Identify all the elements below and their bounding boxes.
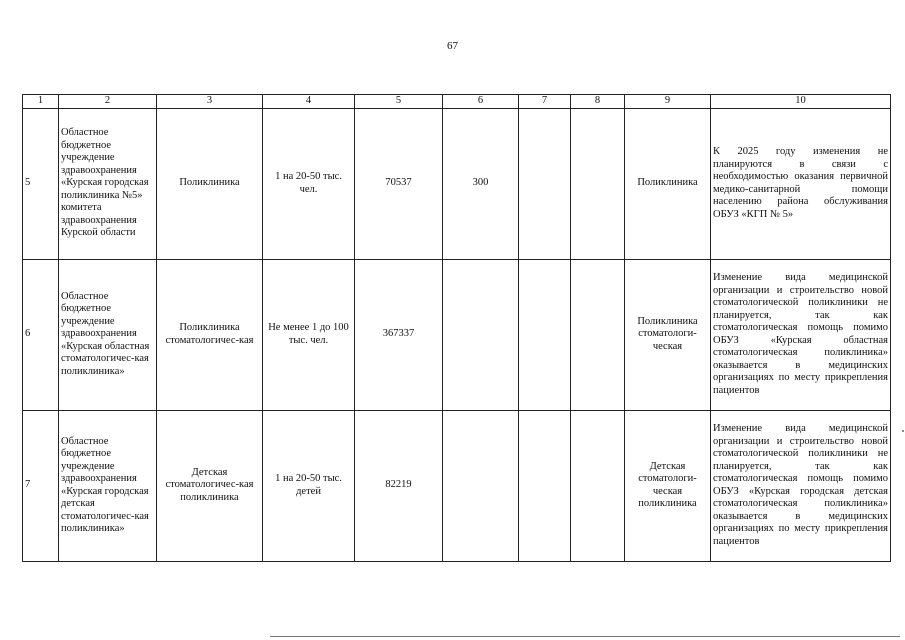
row-number: 5: [23, 108, 59, 259]
table-row: [23, 259, 891, 410]
facility-type: Детская стоматологичес-кая поликлиника: [157, 410, 263, 561]
col7-value: [519, 259, 571, 410]
facility-type: Поликлиника стоматологичес-кая: [157, 259, 263, 410]
planned-type: Детская стоматологи-ческая поликлиника: [625, 410, 711, 561]
page-number: 67: [447, 40, 458, 52]
facility-type: Поликлиника: [157, 108, 263, 259]
header-col-2: 2: [59, 95, 157, 109]
header-col-7: 7: [519, 95, 571, 109]
population-value: 367337: [355, 259, 443, 410]
col8-value: [571, 410, 625, 561]
header-col-3: 3: [157, 95, 263, 109]
header-row: [23, 95, 891, 109]
header-col-5: 5: [355, 95, 443, 109]
note-text: К 2025 году изменения не планируются в связи с необходимостью оказания первичной медико-санитарной помощи населению района обслуживания ОБУЗ «КГП № 5»: [711, 108, 891, 259]
header-col-4: 4: [263, 95, 355, 109]
header-col-10: 10: [711, 95, 891, 109]
planned-type: Поликлиника стоматологи-ческая: [625, 259, 711, 410]
col8-value: [571, 108, 625, 259]
col7-value: [519, 108, 571, 259]
population-value: 70537: [355, 108, 443, 259]
footer-divider: [270, 636, 900, 637]
service-norm: 1 на 20-50 тыс. детей: [263, 410, 355, 561]
planned-type: Поликлиника: [625, 108, 711, 259]
header-col-1: 1: [23, 95, 59, 109]
capacity-value: 300: [443, 108, 519, 259]
capacity-value: [443, 410, 519, 561]
organization-name: Областное бюджетное учреждение здравоохранения «Курская городская детская стоматологичес-кая поликлиника»: [59, 410, 157, 561]
header-col-9: 9: [625, 95, 711, 109]
service-norm: 1 на 20-50 тыс. чел.: [263, 108, 355, 259]
table-row: [23, 410, 891, 561]
row-number: 6: [23, 259, 59, 410]
organization-name: Областное бюджетное учреждение здравоохранения «Курская областная стоматологичес-кая поликлиника»: [59, 259, 157, 410]
col7-value: [519, 410, 571, 561]
note-text: Изменение вида медицинской организации и строительство новой стоматологической поликлиники не планируется, так как стоматологическая помощь помимо ОБУЗ «Курская областная стоматологическая поликлиника» оказывается в медицинских организациях по месту прикрепления пациентов: [711, 259, 891, 410]
data-table: [22, 94, 891, 562]
note-text: Изменение вида медицинской организации и строительство новой стоматологической поликлиники не планируется, так как стоматологическая помощь помимо ОБУЗ «Курская городская детская стоматологическая поликлиника» оказывается в медицинских организациях по месту прикрепления пациентов: [711, 410, 891, 561]
row-number: 7: [23, 410, 59, 561]
capacity-value: [443, 259, 519, 410]
table-row: [23, 108, 891, 259]
organization-name: Областное бюджетное учреждение здравоохранения «Курская городская поликлиника №5» комитета здравоохранения Курской области: [59, 108, 157, 259]
col8-value: [571, 259, 625, 410]
header-col-8: 8: [571, 95, 625, 109]
service-norm: Не менее 1 до 100 тыс. чел.: [263, 259, 355, 410]
header-col-6: 6: [443, 95, 519, 109]
population-value: 82219: [355, 410, 443, 561]
scan-mark: [902, 430, 904, 432]
